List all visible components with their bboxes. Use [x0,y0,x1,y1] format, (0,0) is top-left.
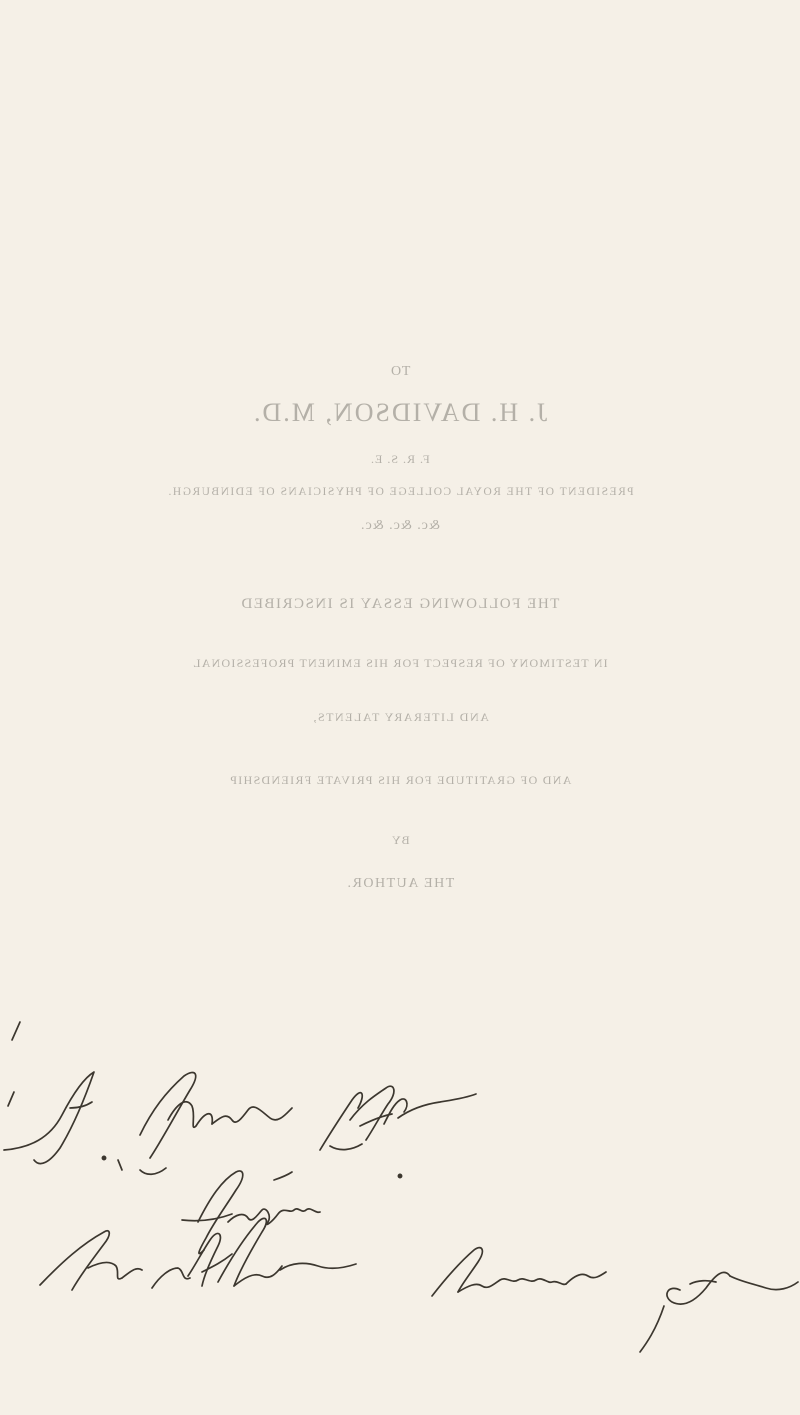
show-through-etc: &c. &c. &c. [360,518,440,533]
show-through-line3: AND LITERARY TALENTS, [311,710,489,724]
show-through-position: PRESIDENT OF THE ROYAL COLLEGE OF PHYSICIANS OF EDINBURGH. [166,486,634,498]
show-through-by: BY [390,833,410,847]
show-through-to: TO [389,364,411,379]
show-through-author: THE AUTHOR. [345,876,455,891]
show-through-name: J. H. DAVIDSON, M.D. [252,398,548,427]
show-through-line2: IN TESTIMONY OF RESPECT FOR HIS EMINENT PROFESSIONAL [192,656,608,670]
show-through-line4: AND OF GRATITUDE FOR HIS PRIVATE FRIENDSHIP [228,773,572,787]
show-through-line1: THE FOLLOWING ESSAY IS INSCRIBED [240,596,560,612]
show-through-degrees: F. R. S. E. [370,452,430,466]
